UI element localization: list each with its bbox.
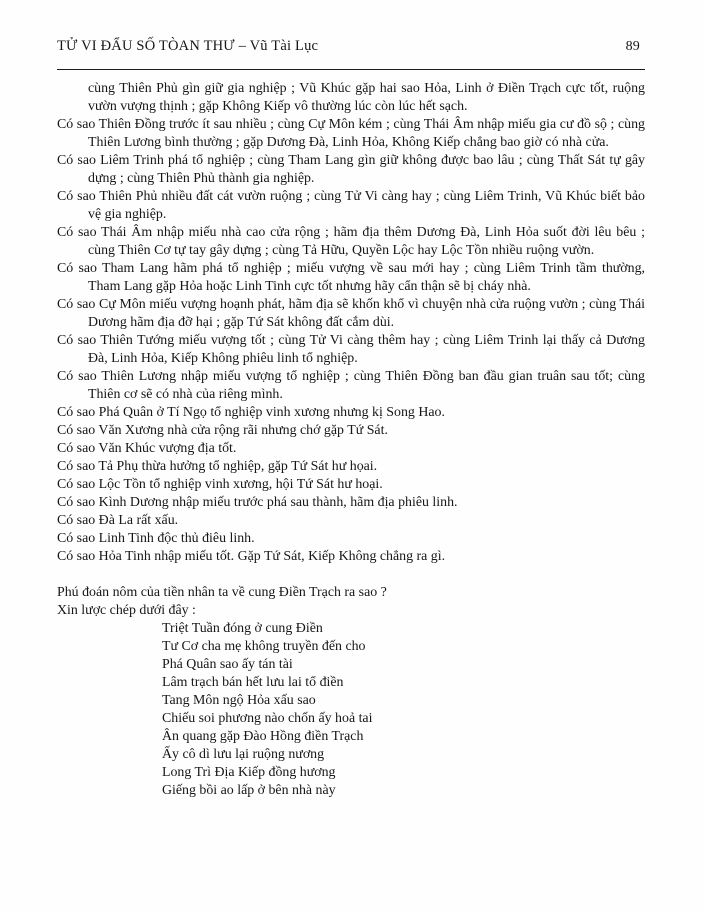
poem-line: Giếng bồi ao lấp ở bên nhà này [162, 783, 336, 798]
entry-paragraph: Có sao Cự Môn miếu vượng hoạnh phát, hãm địa sẽ khốn khổ vì chuyện nhà cửa ruộng vườn ; cùng Thái Dương hãm địa đỡ hại ; gặp Tứ Sát không đất cắm dùi. [57, 297, 645, 330]
entries-container [57, 80, 645, 566]
entry-paragraph: Có sao Liêm Trinh phá tổ nghiệp ; cùng Tham Lang gìn giữ không được bao lâu ; cùng Thất Sát tự gây dựng ; cùng Thiên Phủ thành gia nghiệp. [57, 153, 645, 186]
poem-line: Ân quang gặp Đào Hồng điền Trạch [162, 729, 364, 744]
entry-paragraph: Có sao Tham Lang hãm phá tổ nghiệp ; miếu vượng về sau mới hay ; cùng Liêm Trinh tầm thường, Tham Lang gặp Hỏa hoặc Linh Tinh cực tốt nhưng hãy cẩn thận sẽ bị cháy nhà. [57, 261, 645, 294]
poem-line: Tang Môn ngộ Hỏa xấu sao [162, 693, 316, 708]
page-number: 89 [625, 39, 640, 54]
entry-paragraph: Có sao Kình Dương nhập miếu trước phá sau thành, hãm địa phiêu linh. [57, 495, 458, 510]
entry-paragraph: Có sao Văn Khúc vượng địa tốt. [57, 441, 237, 456]
poem-line: Ấy cô dì lưu lại ruộng nương [162, 747, 325, 762]
entry-paragraph: Có sao Phá Quân ở Tí Ngọ tổ nghiệp vinh xương nhưng kị Song Hao. [57, 405, 445, 420]
entry-paragraph: Có sao Linh Tinh độc thủ điêu linh. [57, 531, 255, 546]
poem-line: Triệt Tuần đóng ở cung Điền [162, 621, 323, 636]
book-title: TỬ VI ĐẨU SỐ TÒAN THƯ – Vũ Tài Lục [57, 38, 319, 54]
poem-line: Lâm trạch bán hết lưu lai tổ điền [162, 675, 344, 690]
poem-line: Long Trì Địa Kiếp đồng hương [162, 765, 336, 780]
poem-line: Tư Cơ cha mẹ không truyền đến cho [162, 639, 366, 654]
running-header [57, 38, 640, 55]
poem [57, 620, 645, 800]
header-divider [57, 69, 645, 70]
entry-paragraph: Có sao Thiên Lương nhập miếu vượng tổ nghiệp ; cùng Thiên Đồng ban đầu gian truân sau tốt; cùng Thiên cơ sẽ có nhà của riêng mình. [57, 369, 645, 402]
poem-line: Chiếu soi phương nào chốn ấy hoả tai [162, 711, 373, 726]
entry-paragraph: Có sao Thiên Phủ nhiều đất cát vườn ruộng ; cùng Tử Vi càng hay ; cùng Liêm Trinh, Vũ Khúc biết bảo vệ gia nghiệp. [57, 189, 645, 222]
paragraph-continuation: cùng Thiên Phủ gìn giữ gia nghiệp ; Vũ Khúc gặp hai sao Hỏa, Linh ở Điền Trạch cực tốt, ruộng vườn vượng thịnh ; gặp Không Kiếp vô thường lúc còn lúc hết sạch. [88, 81, 645, 114]
intro-line: Xin lược chép dưới đây : [57, 603, 196, 618]
entry-paragraph: Có sao Văn Xương nhà cửa rộng rãi nhưng chớ gặp Tứ Sát. [57, 423, 388, 438]
entry-paragraph: Có sao Lộc Tồn tổ nghiệp vinh xương, hội Tứ Sát hư hoại. [57, 477, 383, 492]
entry-paragraph: Có sao Thái Âm nhập miếu nhà cao cửa rộng ; hãm địa thêm Dương Đà, Linh Hỏa suốt đời lêu bêu ; cùng Thiên Cơ tự tay gây dựng ; cùng Tả Hữu, Quyền Lộc hay Lộc Tồn nhiều ruộng vườn. [57, 225, 645, 258]
poem-line: Phá Quân sao ấy tán tài [162, 657, 293, 672]
entry-paragraph: Có sao Đà La rất xấu. [57, 513, 179, 528]
entry-paragraph: Có sao Thiên Tướng miếu vượng tốt ; cùng Tử Vi càng thêm hay ; cùng Liêm Trinh lại thấy cả Dương Đà, Linh Hỏa, Kiếp Không phiêu linh tổ nghiệp. [57, 333, 645, 366]
body-text [57, 80, 645, 800]
entry-paragraph: Có sao Hỏa Tinh nhập miếu tốt. Gặp Tứ Sát, Kiếp Không chẳng ra gì. [57, 549, 446, 564]
entry-paragraph: Có sao Thiên Đồng trước ít sau nhiều ; cùng Cự Môn kém ; cùng Thái Âm nhập miếu gia cư đồ sộ ; cùng Thiên Lương bình thường ; gặp Dương Đà, Linh Hỏa, Không Kiếp chẳng bao giờ có nhà cửa. [57, 117, 645, 150]
question-line: Phú đoán nôm của tiền nhân ta về cung Điền Trạch ra sao ? [57, 585, 387, 600]
entry-paragraph: Có sao Tả Phụ thừa hưởng tổ nghiệp, gặp Tứ Sát hư họai. [57, 459, 378, 474]
